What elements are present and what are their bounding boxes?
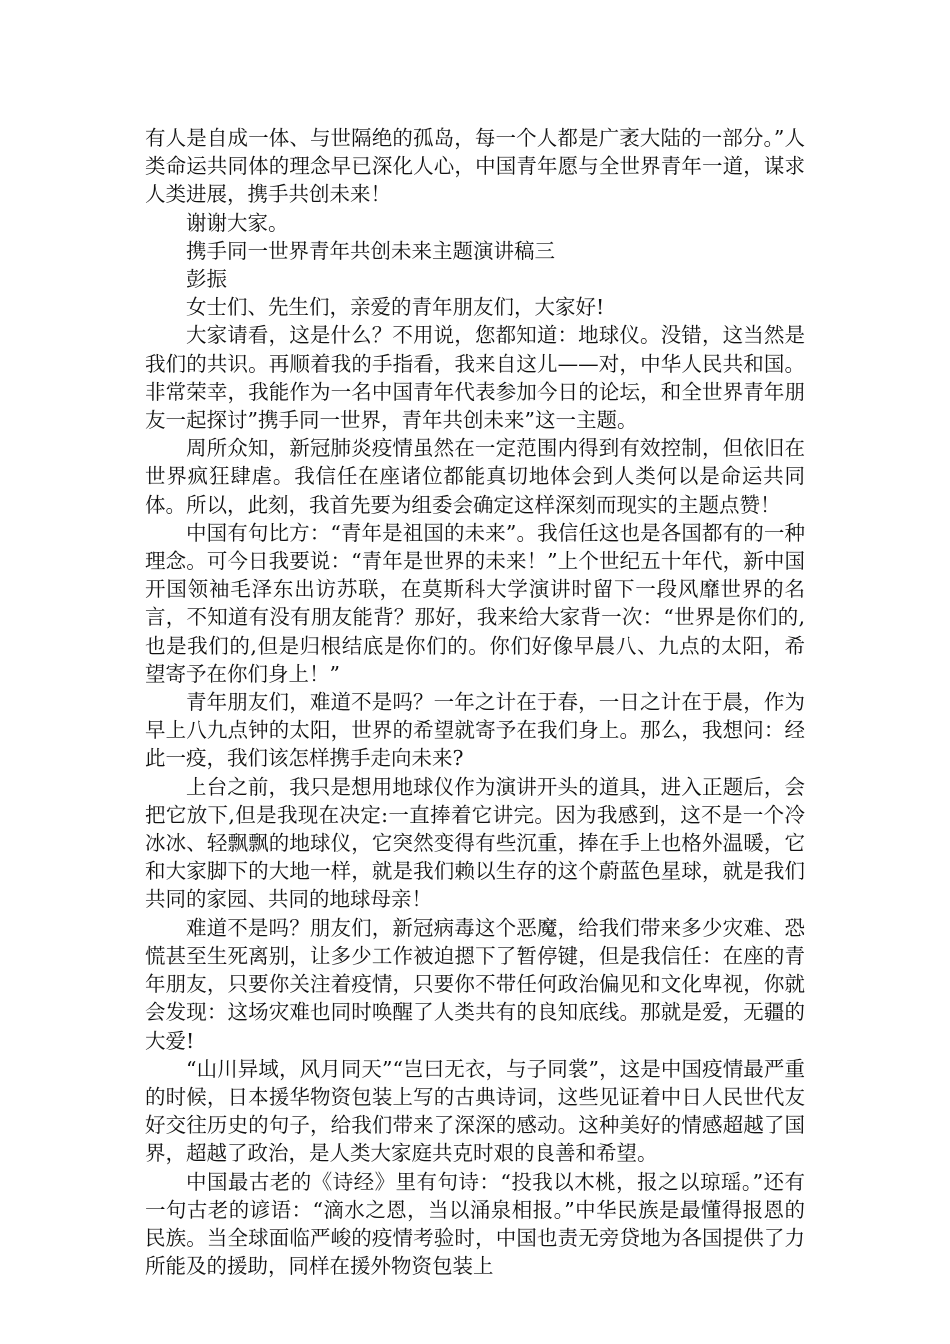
paragraph-pandemic: 周所众知，新冠肺炎疫情虽然在一定范围内得到有效控制，但依旧在世界疯狂肆虐。我信任在座诸位都能真切地体会到人类何以是命运共同体。所以，此刻，我首先要为组委会确定这样深刻而现实的主题点赞！ [145,436,805,517]
paragraph-gratitude: 中国最古老的《诗经》里有句诗：“投我以木桃，报之以琼瑶。”还有一句古老的谚语：“滴水之恩，当以涌泉相报。”中华民族是最懂得报恩的民族。当全球面临严峻的疫情考验时，中国也责无旁贷地为各国提供了力所能及的援助，同样在援外物资包装上 [145,1169,805,1279]
paragraph-greeting: 女士们、先生们，亲爱的青年朋友们，大家好! [186,295,605,320]
speech-author: 彭振 [186,267,227,292]
paragraph-morning-sun: 青年朋友们，难道不是吗？一年之计在于春，一日之计在于晨，作为早上八九点钟的太阳，世界的希望就寄予在我们身上。那么，我想问：经此一疫，我们该怎样携手走向未来? [145,690,805,771]
document-body [145,124,805,1280]
paragraph-great-love: 难道不是吗？朋友们，新冠病毒这个恶魔，给我们带来多少灾难、恐慌甚至生死离别，让多少工作被迫摁下了暂停键，但是我信任：在座的青年朋友，只要你关注着疫情，只要你不带任何政治偏见和文化卑视，你就会发现：这场灾难也同时唤醒了人类共有的良知底线。那就是爱，无疆的大爱! [145,915,805,1053]
paragraph-poetry: “山川异域，风月同天”“岂曰无衣，与子同裳”，这是中国疫情最严重的时候，日本援华物资包装上写的古典诗词，这些见证着中日人民世代友好交往历史的句子，给我们带来了深深的感动。这种美好的情感超越了国界，超越了政治，是人类大家庭共克时艰的良善和希望。 [145,1056,805,1166]
paragraph-thanks: 谢谢大家。 [186,210,289,235]
paragraph-holding-globe: 上台之前，我只是想用地球仪作为演讲开头的道具，进入正题后，会把它放下,但是我现在决定:一直捧着它讲完。因为我感到，这不是一个冷冰冰、轻飘飘的地球仪，它突然变得有些沉重，捧在手上也格外温暖，它和大家脚下的大地一样，就是我们赖以生存的这个蔚蓝色星球，就是我们共同的家园、共同的地球母亲！ [145,774,805,912]
paragraph-youth-future: 中国有句比方：“青年是祖国的未来”。我信任这也是各国都有的一种理念。可今日我要说：“青年是世界的未来！”上个世纪五十年代，新中国开国领袖毛泽东出访苏联，在莫斯科大学演讲时留下一段风靡世界的名言，不知道有没有朋友能背？那好，我来给大家背一次：“世界是你们的,也是我们的,但是归根结底是你们的。你们好像早晨八、九点的太阳，希望寄予在你们身上！” [145,520,805,686]
speech-title: 携手同一世界青年共创未来主题演讲稿三 [186,238,555,263]
paragraph-globe: 大家请看，这是什么？不用说，您都知道：地球仪。没错，这当然是我们的共识。再顺着我的手指看，我来自这儿——对，中华人民共和国。非常荣幸，我能作为一名中国青年代表参加今日的论坛，和全世界青年朋友一起探讨”携手同一世界，青年共创未来”这一主题。 [145,323,805,433]
paragraph-continuation: 有人是自成一体、与世隔绝的孤岛，每一个人都是广袤大陆的一部分。”人类命运共同体的理念早已深化人心，中国青年愿与全世界青年一道，谋求人类进展，携手共创未来！ [145,126,805,207]
